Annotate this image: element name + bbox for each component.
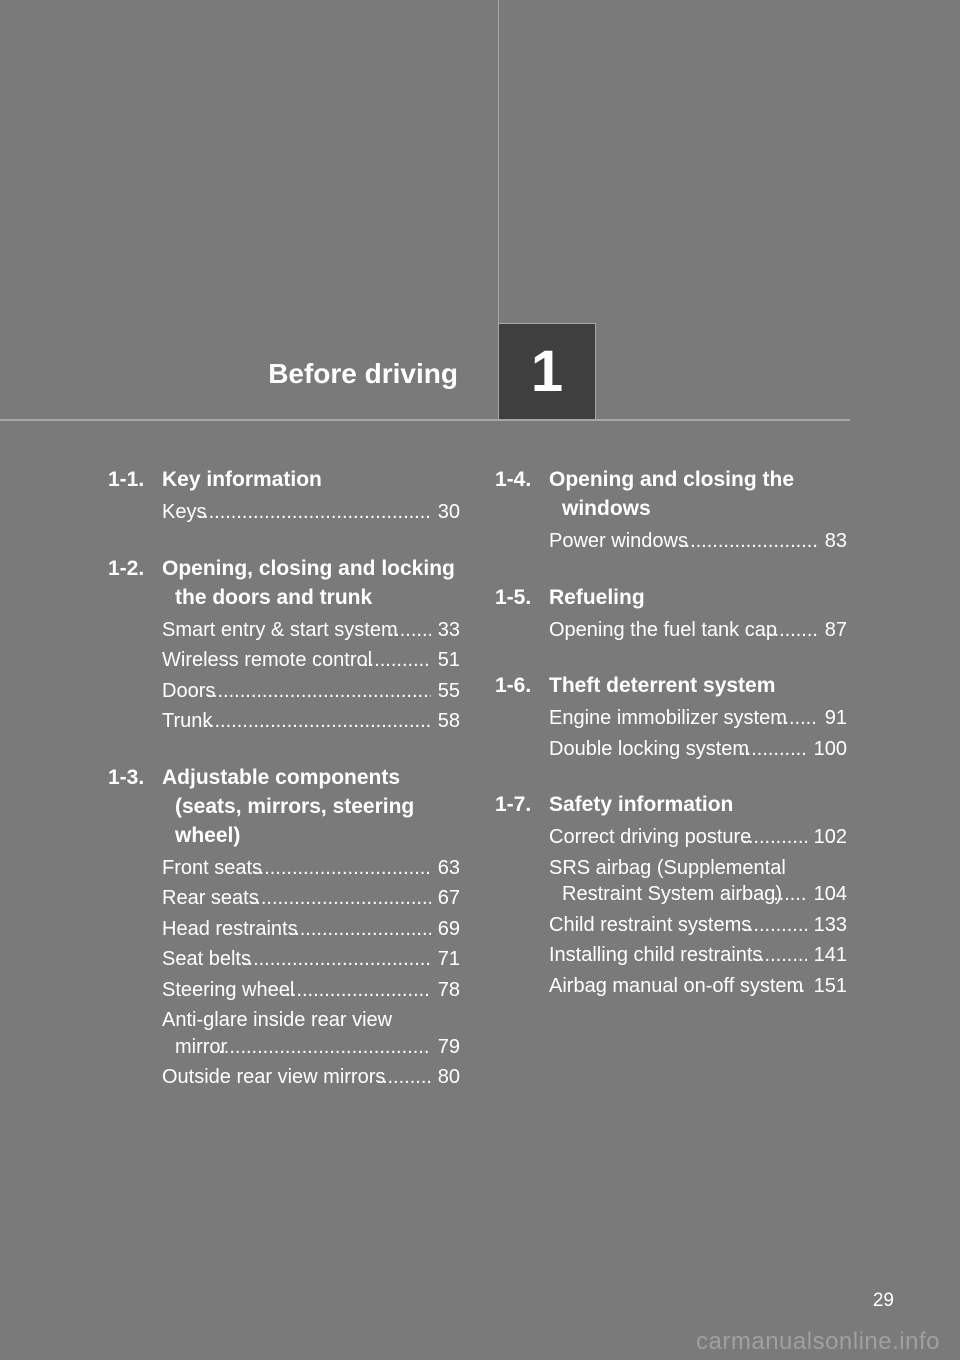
section-title: Safety information <box>549 793 734 816</box>
entry-title <box>162 1007 431 1060</box>
page-number: 29 <box>872 1290 894 1311</box>
entry-title <box>549 705 818 732</box>
toc-entry[interactable] <box>162 1064 460 1091</box>
entry-title-text: Child restraint systems ..... <box>549 914 751 936</box>
entry-page-number: 78 <box>437 978 460 1001</box>
entry-page-number: 71 <box>437 948 460 970</box>
entry-title <box>549 528 818 555</box>
entry-title <box>162 1064 431 1091</box>
horizontal-rule <box>0 419 850 421</box>
entry-title-text: Airbag manual on-off system ..... <box>549 975 803 997</box>
chapter-number: 1 <box>530 339 564 404</box>
entry-title-text: SRS airbag (Supplemental Restraint System airbag) ..... <box>549 857 786 906</box>
section-number: 1-5. <box>495 585 532 609</box>
entry-page-number: 30 <box>437 501 460 523</box>
entry-title-text: Front seats ..... <box>162 857 262 879</box>
toc-section <box>495 583 847 644</box>
entry-title-text: Doors ..... <box>162 680 215 702</box>
entry-title-text: Trunk ..... <box>162 710 212 732</box>
entry-title <box>162 885 431 912</box>
entry-title-text: Keys ..... <box>162 501 206 523</box>
toc-entry[interactable] <box>549 855 847 908</box>
toc-entry[interactable] <box>549 617 847 644</box>
entry-page-number: 100 <box>813 737 847 760</box>
toc-entry[interactable] <box>162 946 460 973</box>
entry-title-text: Wireless remote control ..... <box>162 649 372 671</box>
vertical-rule <box>498 0 499 324</box>
entry-page-number: 55 <box>437 679 460 702</box>
toc-section <box>495 790 847 999</box>
entry-page-number: 141 <box>813 944 847 966</box>
entry-title-text: Installing child restraints ..... <box>549 944 762 966</box>
toc-entry[interactable] <box>162 977 460 1004</box>
entry-title-text: Opening the fuel tank cap ..... <box>549 619 777 641</box>
toc-entry[interactable] <box>162 885 460 912</box>
toc-section <box>495 671 847 762</box>
entry-page-number: 91 <box>824 707 847 729</box>
entry-title <box>162 678 431 705</box>
entry-page-number: 33 <box>437 618 460 641</box>
toc-entry[interactable] <box>549 942 847 969</box>
section-title: Opening, closing and locking the doors and trunk <box>162 556 455 609</box>
entry-title <box>162 647 431 674</box>
entry-title <box>549 973 807 1000</box>
section-heading[interactable] <box>108 465 460 494</box>
toc-entry[interactable] <box>549 973 847 1000</box>
toc-entry[interactable] <box>162 1007 460 1060</box>
toc-entry[interactable] <box>549 912 847 939</box>
toc-entry[interactable] <box>549 528 847 555</box>
entry-title-text: Head restraints ..... <box>162 918 298 940</box>
section-number: 1-7. <box>495 793 532 816</box>
toc-entry[interactable] <box>162 647 460 674</box>
entry-title-text: Rear seats ..... <box>162 887 259 909</box>
section-number: 1-2. <box>108 556 145 580</box>
section-title: Opening and closing the windows <box>549 468 795 520</box>
entry-title-text: Correct driving posture ..... <box>549 826 751 848</box>
entry-page-number: 102 <box>813 826 847 848</box>
entry-page-number: 83 <box>824 530 847 552</box>
toc-section <box>108 465 460 526</box>
toc-section <box>108 554 460 735</box>
section-heading[interactable] <box>495 790 847 819</box>
section-heading[interactable] <box>495 671 847 700</box>
entry-title-text: Seat belts ..... <box>162 948 251 970</box>
toc-entry[interactable] <box>549 824 847 851</box>
toc-section <box>495 465 847 555</box>
toc-entry[interactable] <box>162 916 460 943</box>
toc-section <box>108 763 460 1091</box>
entry-page-number: 104 <box>813 883 847 905</box>
entry-title <box>162 708 431 735</box>
entry-page-number: 80 <box>437 1066 460 1088</box>
entry-title <box>549 824 807 851</box>
entry-title <box>549 617 818 644</box>
entry-title-text: Double locking system ..... <box>549 738 749 760</box>
section-number: 1-3. <box>108 765 145 789</box>
entry-title-text: Engine immobilizer system ..... <box>549 707 787 729</box>
entry-title-text: Anti-glare inside rear view mirror ..... <box>162 1009 392 1058</box>
entry-title <box>549 942 807 969</box>
entry-title <box>162 946 431 973</box>
entry-title <box>162 855 431 882</box>
section-title: Adjustable components (seats, mirrors, steering wheel) <box>162 765 415 847</box>
entry-title <box>549 855 807 908</box>
entry-page-number: 69 <box>437 917 460 940</box>
section-number: 1-4. <box>495 468 532 491</box>
entry-title <box>549 736 807 763</box>
toc-entry[interactable] <box>162 855 460 882</box>
section-heading[interactable] <box>108 554 460 612</box>
entry-title <box>162 916 431 943</box>
chapter-title: Before driving <box>268 358 458 389</box>
entry-page-number: 151 <box>813 974 847 997</box>
section-number: 1-1. <box>108 468 145 491</box>
entry-title <box>162 617 431 644</box>
toc-entry[interactable] <box>549 736 847 763</box>
section-heading[interactable] <box>108 763 460 850</box>
watermark: carmanualsonline.info <box>696 1328 940 1355</box>
section-number: 1-6. <box>495 674 532 697</box>
toc-right-column <box>495 465 847 1027</box>
section-heading[interactable] <box>495 465 847 523</box>
toc-entry[interactable] <box>162 708 460 735</box>
toc-entry[interactable] <box>162 617 460 644</box>
toc-left-column <box>108 465 460 1119</box>
toc-entry[interactable] <box>162 678 460 705</box>
entry-page-number: 58 <box>437 710 460 732</box>
entry-title <box>162 977 431 1004</box>
entry-page-number: 87 <box>824 618 847 641</box>
entry-page-number: 133 <box>813 913 847 936</box>
entry-page-number: 79 <box>437 1035 460 1058</box>
entry-title <box>162 499 431 526</box>
entry-title-text: Smart entry & start system ..... <box>162 619 398 641</box>
toc-entry[interactable] <box>549 705 847 732</box>
entry-title-text: Steering wheel ..... <box>162 979 294 1001</box>
entry-title-text: Power windows ..... <box>549 530 688 552</box>
section-title: Theft deterrent system <box>549 674 776 697</box>
toc-entry[interactable] <box>162 499 460 526</box>
entry-page-number: 51 <box>437 649 460 671</box>
section-title: Key information <box>162 468 322 491</box>
entry-page-number: 63 <box>437 856 460 879</box>
entry-title <box>549 912 807 939</box>
chapter-number-box <box>498 323 596 420</box>
entry-title-text: Outside rear view mirrors ..... <box>162 1066 385 1088</box>
section-heading[interactable] <box>495 583 847 612</box>
entry-page-number: 67 <box>437 887 460 909</box>
section-title: Refueling <box>549 585 645 609</box>
